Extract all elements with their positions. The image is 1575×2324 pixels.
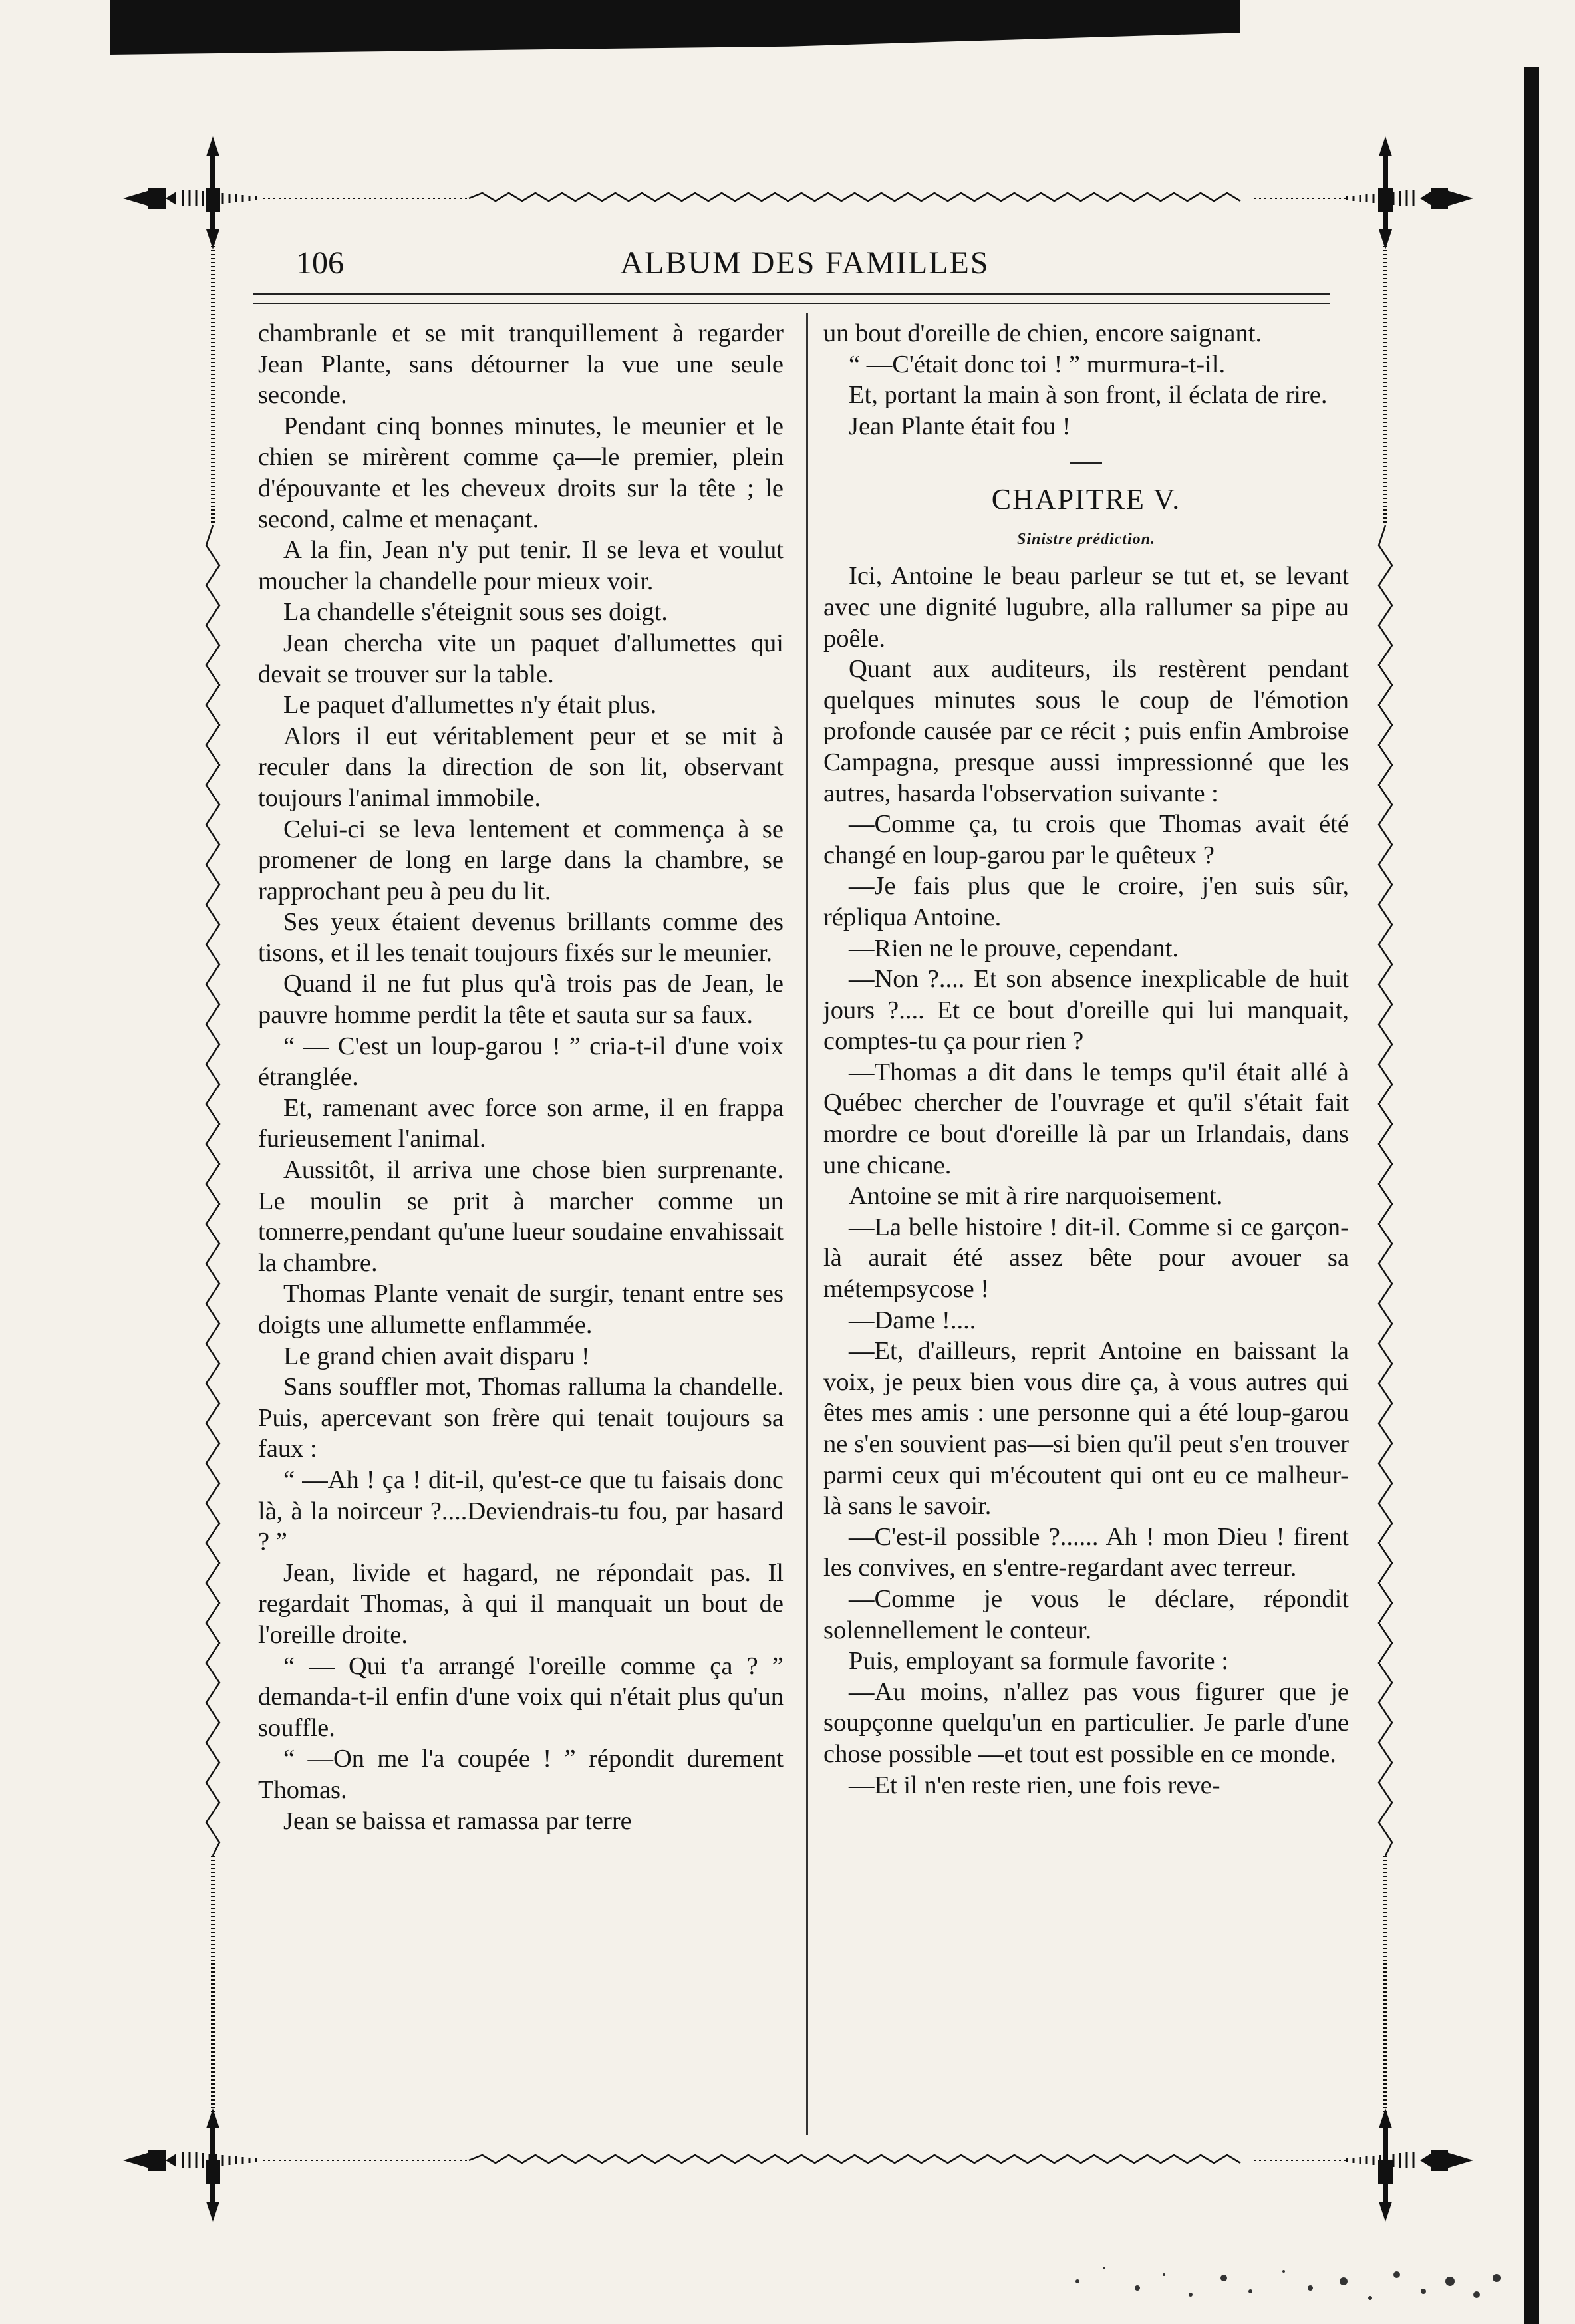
top-left-cross-ornament-icon	[196, 136, 229, 249]
paragraph: “ —Ah ! ça ! dit-il, qu'est-ce que tu faisais donc là, à la noirceur ?....Deviendrais-tu fou, par hasard ? ”	[258, 1465, 784, 1556]
paragraph: Et, ramenant avec force son arme, il en frappa furieusement l'animal.	[258, 1093, 784, 1153]
paragraph: Quand il ne fut plus qu'à trois pas de Jean, le pauvre homme perdit la tête et sauta sur sa faux.	[258, 970, 784, 1030]
paragraph: “ —On me l'a coupée ! ” répondit durement Thomas.	[258, 1745, 784, 1804]
scan-top-edge-shadow	[110, 0, 1240, 55]
page-header	[276, 245, 1334, 291]
paragraph: Jean chercha vite un paquet d'allumettes qui devait se trouver sur la table.	[258, 629, 784, 688]
running-title: ALBUM DES FAMILLES	[620, 245, 990, 281]
ornament-rule-icon	[123, 2140, 1473, 2180]
paragraph: —Et, d'ailleurs, reprit Antoine en baissant la voix, je peux bien vous dire ça, à vous autres qui êtes mes amis : une personne qui a été loup-garou ne s'en souvient pas—si bien qu'il peut s'en trouver parmi ceux qui m'écoutent qui ont eu ce malheur-là sans le savoir.	[823, 1337, 1349, 1521]
paragraph: “ — C'est un loup-garou ! ” cria-t-il d'une voix étranglée.	[258, 1032, 784, 1091]
paragraph: “ —C'était donc toi ! ” murmura-t-il.	[849, 350, 1226, 378]
paragraph: Puis, employant sa formule favorite :	[849, 1647, 1228, 1675]
right-column-top-paragraphs	[823, 318, 1349, 442]
paragraph: Thomas Plante venait de surgir, tenant entre ses doigts une allumette enflammée.	[258, 1280, 784, 1339]
paragraph: Et, portant la main à son front, il éclata de rire.	[849, 381, 1328, 410]
paragraph: Ses yeux étaient devenus brillants comme des tisons, et il les tenait toujours fixés sur le meunier.	[258, 908, 784, 967]
paragraph: —Et il n'en reste rien, une fois reve-	[849, 1771, 1220, 1799]
paragraph: —C'est-il possible ?...... Ah ! mon Dieu ! firent les convives, en s'entre-regardant avec terreur.	[823, 1523, 1349, 1582]
paragraph: —Je fais plus que le croire, j'en suis sûr, répliqua Antoine.	[823, 872, 1349, 931]
chapter-title: CHAPITRE V.	[991, 483, 1181, 516]
paragraph: Quant aux auditeurs, ils restèrent pendant quelques minutes sous le coup de l'émotion profonde causée par ce récit ; puis enfin Ambroise Campagna, presque aussi impressionné que les autres, hasarda l'observation suivante :	[823, 655, 1349, 807]
chapter-subtitle: Sinistre prédiction.	[1016, 531, 1156, 549]
scan-right-edge-shadow	[1524, 67, 1539, 2324]
paragraph: “ — Qui t'a arrangé l'oreille comme ça ? ” demanda-t-il enfin d'une voix qui n'était plus qu'un souffle.	[258, 1652, 784, 1742]
vertical-rule-icon	[1375, 246, 1395, 2155]
paragraph: Celui-ci se leva lentement et commença à se promener de long en large dans la chambre, se rapprochant peu à peu du lit.	[258, 815, 784, 905]
right-text-column	[823, 318, 1349, 1801]
vertical-rule-icon	[203, 246, 223, 2155]
paragraph: —Au moins, n'allez pas vous figurer que je soupçonne quelqu'un en particulier. Je parle d'une chose possible —et tout est possible en ce monde.	[823, 1677, 1349, 1768]
paragraph: —Non ?.... Et son absence inexplicable de huit jours ?.... Et ce bout d'oreille qui lui manquait, comptes-tu ça pour rien ?	[823, 965, 1349, 1056]
paragraph: Antoine se mit à rire narquoisement.	[849, 1182, 1223, 1211]
paragraph: —Comme je vous le déclare, répondit solennellement le conteur.	[823, 1584, 1349, 1644]
right-side-ornament-rule	[1375, 246, 1395, 2155]
top-right-cross-ornament-icon	[1369, 136, 1402, 249]
paragraph: A la fin, Jean n'y put tenir. Il se leva et voulut moucher la chandelle pour mieux voir.	[258, 536, 784, 595]
paragraph: —Dame !....	[849, 1306, 976, 1334]
bottom-ornament-border	[123, 2140, 1473, 2180]
column-divider	[806, 313, 808, 2135]
paragraph: Alors il eut véritablement peur et se mit à reculer dans la direction de son lit, observant toujours l'animal immobile.	[258, 722, 784, 812]
paragraph: —Thomas a dit dans le temps qu'il était allé à Québec chercher de l'ouvrage et qu'il s'était fait mordre ce bout d'oreille là par un Irlandais, dans une chicane.	[823, 1058, 1349, 1179]
paragraph: Jean, livide et hagard, ne répondait pas. Il regardait Thomas, à qui il manquait un bout de l'oreille droite.	[258, 1558, 784, 1649]
ornament-rule-icon	[123, 178, 1473, 218]
paragraph: Sans souffler mot, Thomas ralluma la chandelle. Puis, apercevant son frère qui tenait toujours sa faux :	[258, 1373, 784, 1463]
paragraph: —La belle histoire ! dit-il. Comme si ce garçon-là aurait été assez bête pour avouer sa métempsycose !	[823, 1213, 1349, 1304]
section-separator-dash	[1070, 462, 1102, 464]
paragraph: Ici, Antoine le beau parleur se tut et, se levant avec une dignité lugubre, alla rallumer sa pipe au poêle.	[823, 562, 1349, 653]
paragraph: Jean se baissa et ramassa par terre	[283, 1807, 632, 1835]
paragraph: Le paquet d'allumettes n'y était plus.	[283, 691, 657, 720]
page-number: 106	[296, 245, 344, 281]
top-ornament-border	[123, 178, 1473, 218]
paragraph: —Comme ça, tu crois que Thomas avait été changé en loup-garou par le quêteux ?	[823, 810, 1349, 869]
left-side-ornament-rule	[203, 246, 223, 2155]
paragraph: La chandelle s'éteignit sous ses doigt.	[283, 598, 668, 627]
right-column-chapter-paragraphs	[823, 561, 1349, 1801]
paragraph: Jean Plante était fou !	[849, 412, 1071, 440]
paragraph: Le grand chien avait disparu !	[283, 1342, 590, 1370]
paragraph: Aussitôt, il arriva une chose bien surprenante. Le moulin se prit à marcher comme un tonnerre,pendant qu'une lueur soudaine envahissait la chambre.	[258, 1156, 784, 1277]
left-text-column	[258, 318, 784, 1836]
header-double-rule	[253, 293, 1330, 304]
paragraph: un bout d'oreille de chien, encore saignant.	[823, 319, 1262, 347]
scan-noise-specks	[1064, 2242, 1516, 2315]
paragraph: —Rien ne le prouve, cependant.	[849, 934, 1179, 962]
paragraph: chambranle et se mit tranquillement à regarder Jean Plante, sans détourner la vue une seule seconde.	[258, 319, 784, 410]
paragraph: Pendant cinq bonnes minutes, le meunier et le chien se mirèrent comme ça—le premier, plein d'épouvante et les cheveux droits sur la tête ; le second, calme et menaçant.	[258, 412, 784, 533]
